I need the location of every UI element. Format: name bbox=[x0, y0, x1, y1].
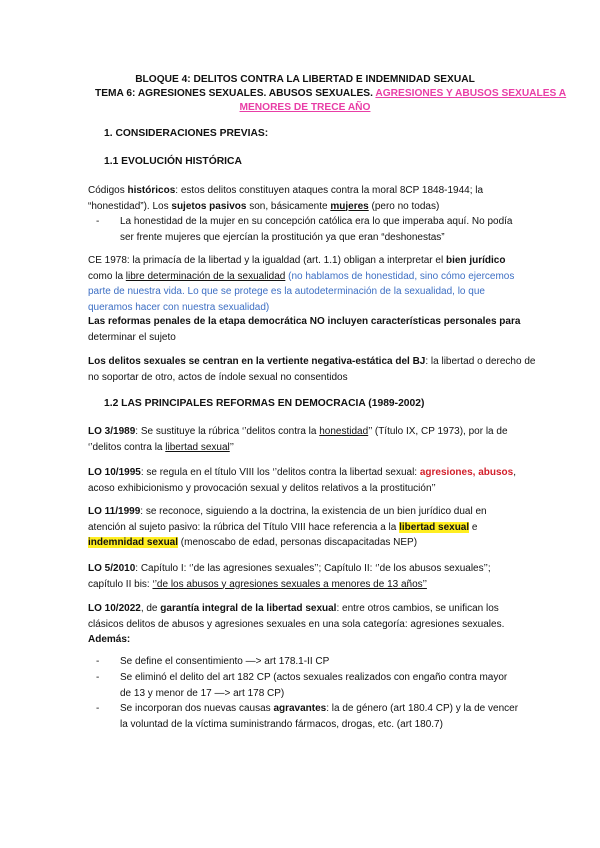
paragraph-reformas-penales bbox=[88, 314, 521, 345]
text-run: mujeres bbox=[330, 200, 369, 212]
text-run: (menoscabo de edad, personas discapacitadas NEP) bbox=[178, 537, 418, 548]
text-run bbox=[120, 214, 516, 245]
text-run bbox=[88, 520, 516, 536]
heading-reformas-democracia: 1.2 LAS PRINCIPALES REFORMAS EN DEMOCRACIA (1989-2002) bbox=[104, 398, 425, 409]
title-line-2 bbox=[95, 87, 567, 101]
highlight-indemnidad-sexual: indemnidad sexual bbox=[88, 537, 179, 548]
text-run bbox=[88, 561, 516, 577]
paragraph-ce1978 bbox=[88, 253, 516, 315]
text-run: no soportar de otro, actos de índole sexual no consentidos bbox=[88, 371, 348, 383]
text-run bbox=[88, 253, 516, 269]
paragraph-lo-2022 bbox=[88, 601, 516, 648]
text-run: ’’ (Título IX, CP 1973), por la de bbox=[368, 426, 508, 437]
text-run: , de bbox=[140, 603, 161, 614]
text-run: Códigos bbox=[88, 185, 128, 196]
text-run bbox=[88, 504, 516, 520]
text-run: : se regula en el título VIII los ‘’delitos contra la libertad sexual: bbox=[140, 467, 420, 478]
bullet-consentimiento bbox=[96, 654, 516, 670]
text-run: : la de género (art 180.4 CP) y la de vencer bbox=[326, 703, 519, 714]
text-run: LO 10/2022 bbox=[88, 603, 141, 614]
text-run: capítulo II bis: bbox=[88, 578, 153, 590]
text-run: : estos delitos constituyen ataques contra la moral 8CP 1848-1944; la bbox=[175, 185, 484, 196]
text-run bbox=[120, 701, 519, 732]
text-run: son, básicamente bbox=[246, 200, 331, 212]
text-run: Se define el consentimiento —> art 178.1-II CP bbox=[120, 656, 330, 667]
text-run: Se incorporan dos nuevas causas bbox=[120, 703, 274, 714]
text-run: queramos hacer con nuestra sexualidad) bbox=[88, 301, 270, 313]
text-run: La honestidad de la mujer en su concepción católica era lo que imperaba aquí. No podía bbox=[120, 216, 513, 227]
text-run: clásicos delitos de abusos y agresiones sexuales en una sola categoría: agresiones sexuales. bbox=[88, 618, 505, 630]
text-run: acoso exhibicionismo y provocación sexual y delitos relativos a la prostitución’’ bbox=[88, 482, 436, 494]
text-run: - bbox=[96, 656, 100, 667]
text-run: libre determinación de la sexualidad bbox=[125, 270, 286, 282]
text-run: garantía integral de la libertad sexual bbox=[160, 603, 337, 614]
text-run: sujetos pasivos bbox=[171, 200, 247, 212]
text-run: CE 1978: la primacía de la libertad y la igualdad (art. 1.1) obligan a interpretar el bbox=[88, 255, 446, 266]
text-run: atención al sujeto pasivo: la rúbrica del Título VIII hace referencia a la bbox=[88, 521, 400, 533]
document-title bbox=[95, 73, 567, 115]
text-run: - bbox=[96, 672, 100, 683]
text-run: (pero no todas) bbox=[368, 200, 440, 212]
text-run: LO 5/2010 bbox=[88, 563, 136, 574]
heading-consideraciones: 1. CONSIDERACIONES PREVIAS: bbox=[104, 128, 269, 139]
paragraph-lo-2010 bbox=[88, 561, 516, 592]
text-run: , bbox=[513, 467, 517, 478]
text-run bbox=[88, 424, 516, 440]
text-run: LO 10/1995 bbox=[88, 467, 141, 478]
paragraph-lo-1995 bbox=[88, 465, 516, 496]
text-run: la voluntad de la víctima suministrando fármacos, drogas, etc. (art 180.7) bbox=[120, 718, 443, 730]
text-run: e bbox=[469, 521, 478, 533]
text-run: “honestidad”). Los bbox=[88, 200, 172, 212]
text-run: TEMA 6: AGRESIONES SEXUALES. ABUSOS SEXUALES. bbox=[95, 88, 373, 99]
highlight-libertad-sexual: libertad sexual bbox=[399, 521, 470, 533]
text-run bbox=[88, 183, 516, 199]
title-line-1: BLOQUE 4: DELITOS CONTRA LA LIBERTAD E INDEMNIDAD SEXUAL bbox=[135, 74, 475, 85]
paragraph-lo-1989 bbox=[88, 424, 516, 455]
text-run: ‘’delitos contra la bbox=[88, 441, 166, 453]
text-run: : se reconoce, siguiendo a la doctrina, la existencia de un bien jurídico dual en bbox=[140, 506, 487, 517]
text-run bbox=[88, 535, 516, 551]
bullet-agravantes bbox=[96, 701, 519, 733]
text-run bbox=[88, 465, 516, 481]
text-run: parte de nuestra vida. Lo que se protege es la autodeterminación de la sexualidad, lo que bbox=[88, 286, 485, 297]
heading-evolucion: 1.1 EVOLUCIÓN HISTÓRICA bbox=[104, 156, 242, 167]
text-run bbox=[88, 440, 516, 456]
text-run bbox=[88, 269, 516, 285]
text-run: ‘’de los abusos y agresiones sexuales a menores de 13 años’’ bbox=[152, 578, 427, 590]
text-run: Los delitos sexuales se centran en la vertiente negativa-estática del BJ bbox=[88, 356, 426, 367]
text-run bbox=[88, 199, 516, 215]
bullet-art-182 bbox=[96, 670, 516, 702]
text-run bbox=[88, 577, 516, 593]
text-run: agravantes bbox=[273, 703, 327, 714]
paragraph-delitos-sexuales bbox=[88, 354, 536, 385]
bullet-honestidad bbox=[96, 214, 516, 246]
text-run: - bbox=[96, 216, 100, 227]
text-run: Las reformas penales de la etapa democrática NO incluyen características personales para bbox=[88, 316, 521, 327]
paragraph-lo-1999 bbox=[88, 504, 516, 551]
text-run: : Se sustituye la rúbrica ‘’delitos contra la bbox=[135, 426, 320, 437]
text-run bbox=[88, 601, 516, 617]
text-run: históricos bbox=[127, 185, 176, 196]
text-run bbox=[120, 670, 516, 701]
text-run: libertad sexual bbox=[165, 441, 230, 453]
text-run: ser frente mujeres que ejercían la prostitución ya que eran “deshonestas” bbox=[120, 231, 445, 243]
text-run bbox=[120, 701, 519, 717]
text-run: LO 11/1999 bbox=[88, 506, 141, 517]
text-run: : entre otros cambios, se unifican los bbox=[336, 603, 499, 614]
text-run: LO 3/1989 bbox=[88, 426, 136, 437]
title-line-3: MENORES DE TRECE AÑO bbox=[239, 102, 371, 113]
text-run: de 13 y menor de 17 —> art 178 CP) bbox=[120, 687, 285, 699]
text-run: : la libertad o derecho de bbox=[425, 356, 536, 367]
title-highlight: AGRESIONES Y ABUSOS SEXUALES A bbox=[375, 88, 567, 99]
text-run: ’’ bbox=[229, 441, 235, 453]
paragraph-codigos bbox=[88, 183, 516, 214]
text-run: - bbox=[96, 703, 100, 714]
text-run bbox=[120, 654, 516, 670]
text-run: : Capítulo I: ‘’de las agresiones sexuales’’; Capítulo II: ‘’de los abusos sexuales’’; bbox=[135, 563, 491, 574]
text-run: agresiones, abusos bbox=[419, 467, 514, 478]
text-run: honestidad bbox=[319, 426, 369, 437]
text-run: Además: bbox=[88, 634, 131, 645]
text-run: (no hablamos de honestidad, sino cómo ejercemos bbox=[285, 270, 515, 282]
text-run: determinar el sujeto bbox=[88, 331, 176, 343]
text-run bbox=[88, 354, 536, 370]
text-run: como la bbox=[88, 270, 126, 282]
text-run: bien jurídico bbox=[445, 255, 506, 266]
text-run: Se eliminó el delito del art 182 CP (actos sexuales realizados con engaño contra mayor bbox=[120, 672, 508, 683]
